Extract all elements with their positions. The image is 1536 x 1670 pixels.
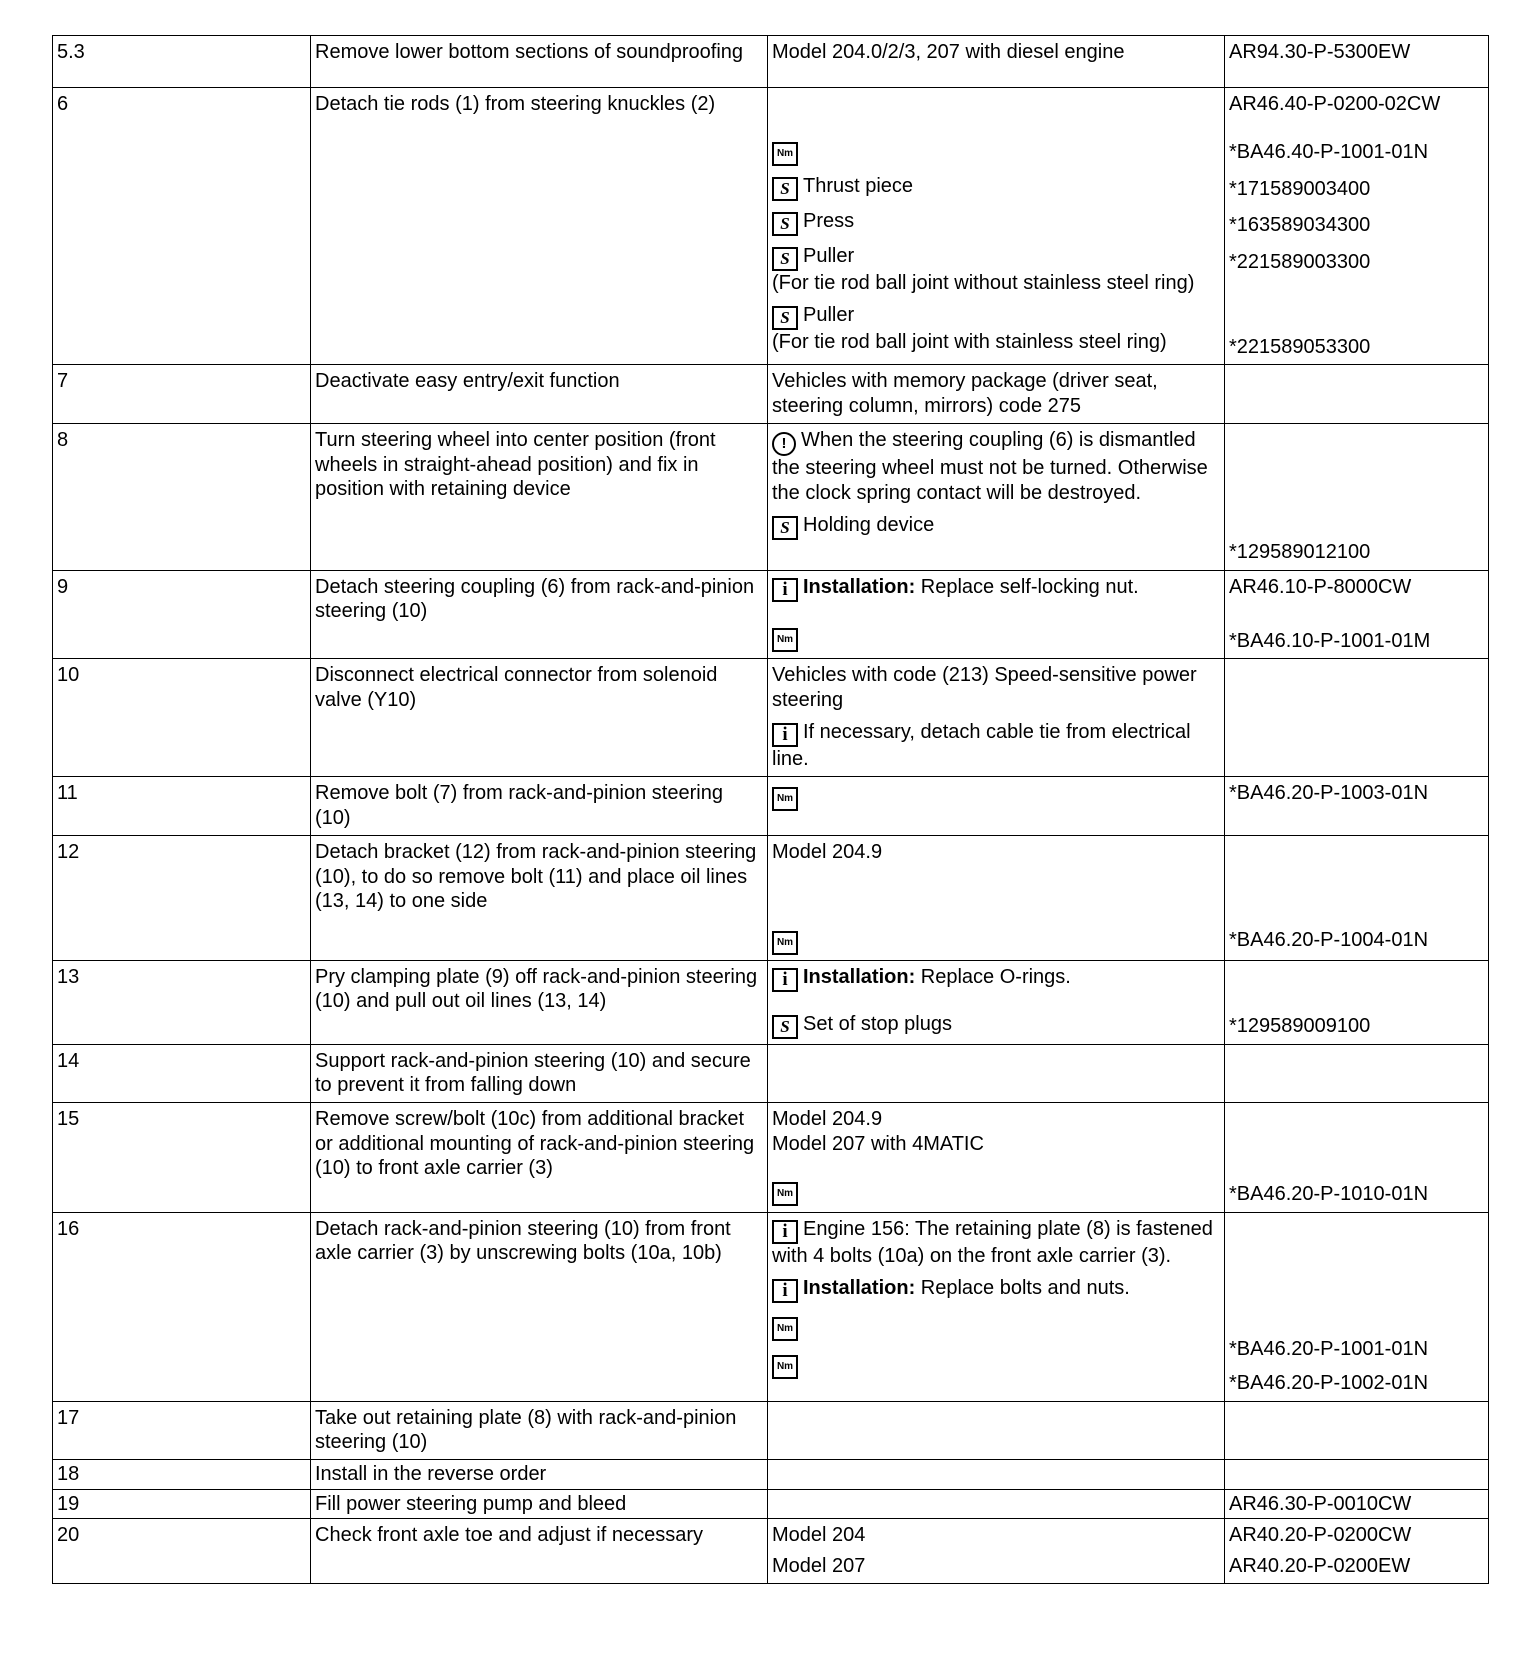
step-description: Fill power steering pump and bleed [311,1489,768,1518]
info-icon: i [772,578,798,602]
step-description: Check front axle toe and adjust if necessary [311,1519,768,1584]
table-row [53,1460,1489,1489]
step-number: 19 [53,1489,311,1518]
step-number: 11 [53,777,311,836]
step-number: 14 [53,1044,311,1103]
table-row [53,777,1489,836]
step-reference [1225,1103,1489,1212]
info-note: Engine 156: The retaining plate (8) is fastened with 4 bolts (10a) on the front axle carrier (3). [772,1217,1213,1267]
installation-note: Replace bolts and nuts. [920,1277,1130,1300]
tool-name: Puller [803,304,855,327]
special-tool-icon: S [772,516,798,540]
model-condition: Model 207 [772,1554,866,1577]
model-condition: Model 204.9 [772,841,883,864]
table-row [53,36,1489,88]
ref-code: *BA46.10-P-1001-01M [1229,629,1431,652]
torque-line [772,136,1220,166]
step-description: Detach rack-and-pinion steering (10) from front axle carrier (3) by unscrewing bolts (10a, 10b) [311,1212,768,1401]
info-icon: i [772,1279,798,1303]
step-reference [1225,1044,1489,1103]
step-number: 9 [53,570,311,659]
step-info [768,1103,1225,1212]
model-condition: Model 207 with 4MATIC [772,1132,984,1155]
table-row [53,1489,1489,1518]
table-row [53,570,1489,659]
step-description: Install in the reverse order [311,1460,768,1489]
table-row [53,88,1489,365]
step-info [768,1519,1225,1584]
step-info [768,659,1225,777]
step-reference [1225,1212,1489,1401]
step-reference [1225,836,1489,960]
installation-label: Installation: [803,1277,916,1300]
step-description: Detach bracket (12) from rack-and-pinion steering (10), to do so remove bolt (11) and place oil lines (13, 14) to one side [311,836,768,960]
ref-code: AR46.10-P-8000CW [1229,575,1412,598]
table-row [53,1044,1489,1103]
step-number: 7 [53,365,311,424]
step-info: Vehicles with memory package (driver seat, steering column, mirrors) code 275 [768,365,1225,424]
step-reference [1225,1401,1489,1460]
step-description: Detach tie rods (1) from steering knuckles (2) [311,88,768,365]
step-description: Remove lower bottom sections of soundproofing [311,36,768,88]
table-row [53,1401,1489,1460]
info-note: If necessary, detach cable tie from electrical line. [772,721,1191,771]
torque-icon: Nm [772,628,798,652]
tool-note: (For tie rod ball joint with stainless steel ring) [772,331,1167,354]
tool-name: Set of stop plugs [803,1012,952,1035]
step-info [768,1489,1225,1518]
step-description: Support rack-and-pinion steering (10) and secure to prevent it from falling down [311,1044,768,1103]
table-row [53,1519,1489,1584]
special-tool-icon: S [772,247,798,271]
step-description: Take out retaining plate (8) with rack-and-pinion steering (10) [311,1401,768,1460]
step-number: 16 [53,1212,311,1401]
step-description: Detach steering coupling (6) from rack-and-pinion steering (10) [311,570,768,659]
step-number: 12 [53,836,311,960]
step-reference [1225,424,1489,570]
step-reference [1225,1460,1489,1489]
step-info [768,1460,1225,1489]
torque-icon: Nm [772,1355,798,1379]
tool-name: Holding device [803,513,935,536]
ref-code: *BA46.40-P-1001-01N [1229,141,1429,164]
ref-code: *221589053300 [1229,335,1371,358]
torque-icon: Nm [772,787,798,811]
step-number: 20 [53,1519,311,1584]
step-description: Pry clamping plate (9) off rack-and-pinion steering (10) and pull out oil lines (13, 14) [311,960,768,1044]
step-description: Deactivate easy entry/exit function [311,365,768,424]
table-row [53,659,1489,777]
model-condition: Model 204.9 [772,1108,883,1131]
ref-code: *BA46.20-P-1001-01N [1229,1337,1429,1360]
table-row [53,424,1489,570]
step-reference [1225,570,1489,659]
installation-label: Installation: [803,965,916,988]
ref-code: *129589009100 [1229,1014,1371,1037]
special-tool-icon: S [772,306,798,330]
installation-note: Replace O-rings. [920,965,1071,988]
step-description: Disconnect electrical connector from solenoid valve (Y10) [311,659,768,777]
step-description: Remove screw/bolt (10c) from additional bracket or additional mounting of rack-and-pinion steering (10) to front axle carrier (3) [311,1103,768,1212]
step-number: 6 [53,88,311,365]
step-info [768,836,1225,960]
step-info [768,424,1225,570]
installation-note: Replace self-locking nut. [920,575,1139,598]
step-number: 10 [53,659,311,777]
step-info [768,1401,1225,1460]
step-number: 8 [53,424,311,570]
tool-name: Thrust piece [803,175,914,197]
ref-code: AR40.20-P-0200EW [1229,1554,1411,1577]
vehicle-condition: Vehicles with code (213) Speed-sensitive power steering [772,664,1197,711]
info-icon: i [772,1220,798,1244]
step-info [768,570,1225,659]
step-info [768,1212,1225,1401]
step-number: 15 [53,1103,311,1212]
ref-code: *BA46.20-P-1004-01N [1229,929,1429,952]
warning-text: When the steering coupling (6) is dismantled the steering wheel must not be turned. Otherwise the clock spring contact will be destroyed. [772,429,1208,504]
ref-code: AR40.20-P-0200CW [1229,1524,1412,1547]
step-reference [1225,365,1489,424]
step-reference: AR94.30-P-5300EW [1225,36,1489,88]
step-reference [1225,960,1489,1044]
ref-code: *171589003400 [1229,177,1371,200]
table-row [53,960,1489,1044]
ref-code: *221589003300 [1229,250,1371,273]
procedure-table [52,35,1489,1584]
step-number: 17 [53,1401,311,1460]
ref-code: *163589034300 [1229,214,1371,237]
table-row [53,1212,1489,1401]
step-description: Turn steering wheel into center position (front wheels in straight-ahead position) and fix in position with retaining device [311,424,768,570]
info-icon: i [772,968,798,992]
special-tool-icon: S [772,177,798,201]
step-reference: *BA46.20-P-1003-01N [1225,777,1489,836]
model-condition: Model 204 [772,1524,866,1547]
step-info [768,1044,1225,1103]
step-reference [1225,659,1489,777]
step-number: 18 [53,1460,311,1489]
step-info: Model 204.0/2/3, 207 with diesel engine [768,36,1225,88]
ref-code: *129589012100 [1229,541,1371,564]
tool-name: Puller [803,245,855,267]
table-row [53,1103,1489,1212]
ref-code: *BA46.20-P-1002-01N [1229,1372,1429,1395]
special-tool-icon: S [772,212,798,236]
step-description: Remove bolt (7) from rack-and-pinion steering (10) [311,777,768,836]
step-number: 5.3 [53,36,311,88]
step-reference [1225,1519,1489,1584]
step-reference: AR46.30-P-0010CW [1225,1489,1489,1518]
step-info [768,88,1225,365]
step-info [768,960,1225,1044]
special-tool-icon: S [772,1015,798,1039]
step-number: 13 [53,960,311,1044]
table-row [53,365,1489,424]
ref-code: AR46.40-P-0200-02CW [1229,93,1441,115]
step-info [768,777,1225,836]
torque-icon: Nm [772,1182,798,1206]
torque-icon: Nm [772,1317,798,1341]
torque-icon: Nm [772,931,798,955]
tool-note: (For tie rod ball joint without stainless steel ring) [772,272,1195,294]
table-row [53,836,1489,960]
step-reference [1225,88,1489,365]
warning-icon: ! [772,432,796,456]
info-icon: i [772,723,798,747]
ref-code: *BA46.20-P-1010-01N [1229,1183,1429,1206]
tool-name: Press [803,210,855,232]
installation-label: Installation: [803,575,916,598]
torque-icon: Nm [772,142,798,166]
